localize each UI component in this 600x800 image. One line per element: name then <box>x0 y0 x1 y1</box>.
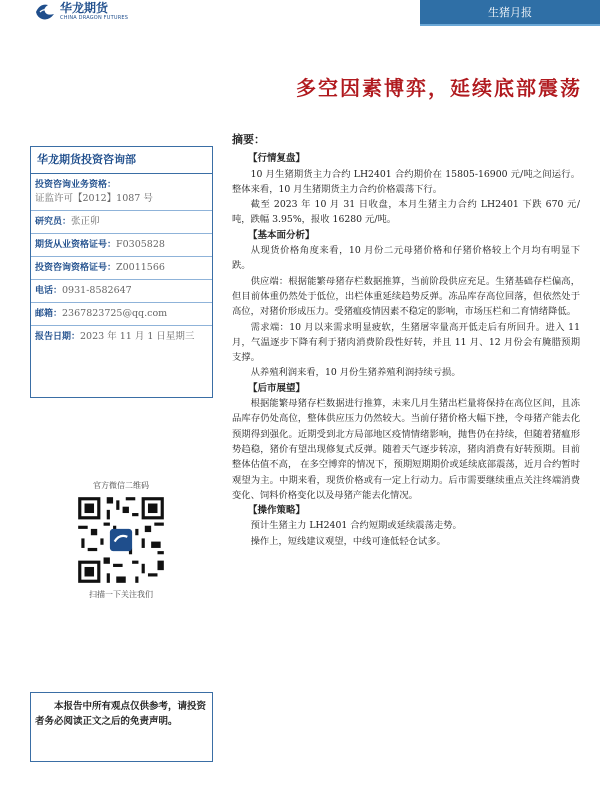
qr-caption-bottom: 扫描一下关注我们 <box>89 590 153 599</box>
page-header <box>0 0 600 26</box>
paragraph: 从现货价格角度来看，10 月份二元母猪价格和仔猪价格较上个月均有明显下跌。 <box>232 245 580 272</box>
logo-chinese-name: 华龙期货 <box>60 0 109 15</box>
paragraph: 需求端：10 月以来需求明显疲软，生猪屠宰量高开低走后有所回升。进入 11 月，气温逐步下降有利于猪肉消费阶段性好转，并且 11 月、12 月份会有腌腊预期支撑。 <box>232 321 580 364</box>
info-label: 研究员： <box>35 217 72 227</box>
report-type-band <box>420 0 600 26</box>
info-row <box>31 234 212 257</box>
info-row <box>31 174 212 211</box>
analyst-info-panel <box>30 146 213 398</box>
info-label: 邮箱： <box>35 309 63 319</box>
section-title-outlook: 【后市展望】 <box>248 382 306 394</box>
paragraph: 根据能繁母猪存栏数据进行推算，未来几月生猪出栏量将保持在高位区间，且冻品库存仍处高位，整体供应压力仍然较大。当前仔猪价格大幅下挫，令母猪产能去化预期得到强化。近期受到北方局部地区疫情情绪影响，抛售仍在持续，但随着猪瘟形势趋稳，猪价有望出现修复式反弹。随着天气逐步转凉，猪肉消费有好转预期。目前整体估值不高， 在多空博弈的情况下，预期短期期价或延续底部震荡，近月合约暂时观望为主。中期来看，现货价格或有一定上行动力。后市需要继续重点关注终端消费变化、饲料价格变化以及母猪产能去化情况。 <box>232 398 580 501</box>
info-value: 证监许可【2012】1087 号 <box>35 193 153 204</box>
section-title-fundamentals: 【基本面分析】 <box>248 229 315 241</box>
paragraph: 10 月生猪期货主力合约 LH2401 合约期价在 15805-16900 元/吨之间运行。整体来看，10 月生猪期货主力合约价格震荡下行。 <box>232 168 580 195</box>
info-value: 2023 年 11 月 1 日星期三 <box>80 331 195 342</box>
info-value: F0305828 <box>116 239 165 250</box>
abstract-content <box>232 132 580 549</box>
info-label: 电话： <box>35 286 63 296</box>
section-title-market-review: 【行情复盘】 <box>248 153 306 165</box>
panel-title: 华龙期货投资咨询部 <box>31 147 212 174</box>
paragraph: 从养殖利润来看，10 月份生猪养殖利润持续亏损。 <box>250 367 461 379</box>
info-value: Z0011566 <box>116 262 165 273</box>
info-value: 张正卯 <box>71 216 100 227</box>
disclaimer-box: 本报告中所有观点仅供参考，请投资者务必阅读正文之后的免责声明。 <box>30 692 213 762</box>
paragraph: 供应端：根据能繁母猪存栏数据推算，当前阶段供应充足。生猪基础存栏偏高，但目前体重仍然处于低位，出栏体重延续趋势反弹。冻品库存高位回落，但依然处于高位，对猪价形成压力。受猪瘟疫情因素不稳定的影响，市场压栏和二育情绪降低。 <box>232 275 580 318</box>
logo-english-name: CHINA DRAGON FUTURES <box>60 14 129 21</box>
paragraph: 截至 2023 年 10 月 31 日收盘，本月生猪主力合约 LH2401 下跌 670 元/吨，跌幅 3.95%，报收 16280 元/吨。 <box>232 199 580 226</box>
info-value: 0931-8582647 <box>62 285 132 296</box>
paragraph: 预计生猪主力 LH2401 合约短期或延续震荡走势。 <box>250 520 462 532</box>
company-logo <box>34 0 128 22</box>
qr-caption-top: 官方微信二维码 <box>93 481 149 490</box>
info-value: 2367823725@qq.com <box>62 308 168 319</box>
report-type-label: 生猪月报 <box>488 6 532 19</box>
info-label: 投资咨询业务资格： <box>35 180 117 190</box>
info-label: 投资咨询资格证号： <box>35 263 117 273</box>
info-label: 期货从业资格证号： <box>35 240 117 250</box>
dragon-logo-icon <box>34 0 56 22</box>
wechat-qr-block <box>65 480 177 600</box>
info-row <box>31 303 212 326</box>
info-label: 报告日期： <box>35 332 81 342</box>
report-title: 多空因素博弈，延续底部震荡 <box>296 76 582 100</box>
qr-code-icon <box>75 494 167 586</box>
paragraph: 操作上，短线建议观望，中线可逢低轻仓试多。 <box>250 535 446 547</box>
abstract-heading: 摘要： <box>232 133 265 146</box>
info-row <box>31 257 212 280</box>
info-row <box>31 326 212 348</box>
info-row <box>31 280 212 303</box>
section-title-strategy: 【操作策略】 <box>248 505 306 517</box>
info-row <box>31 211 212 234</box>
